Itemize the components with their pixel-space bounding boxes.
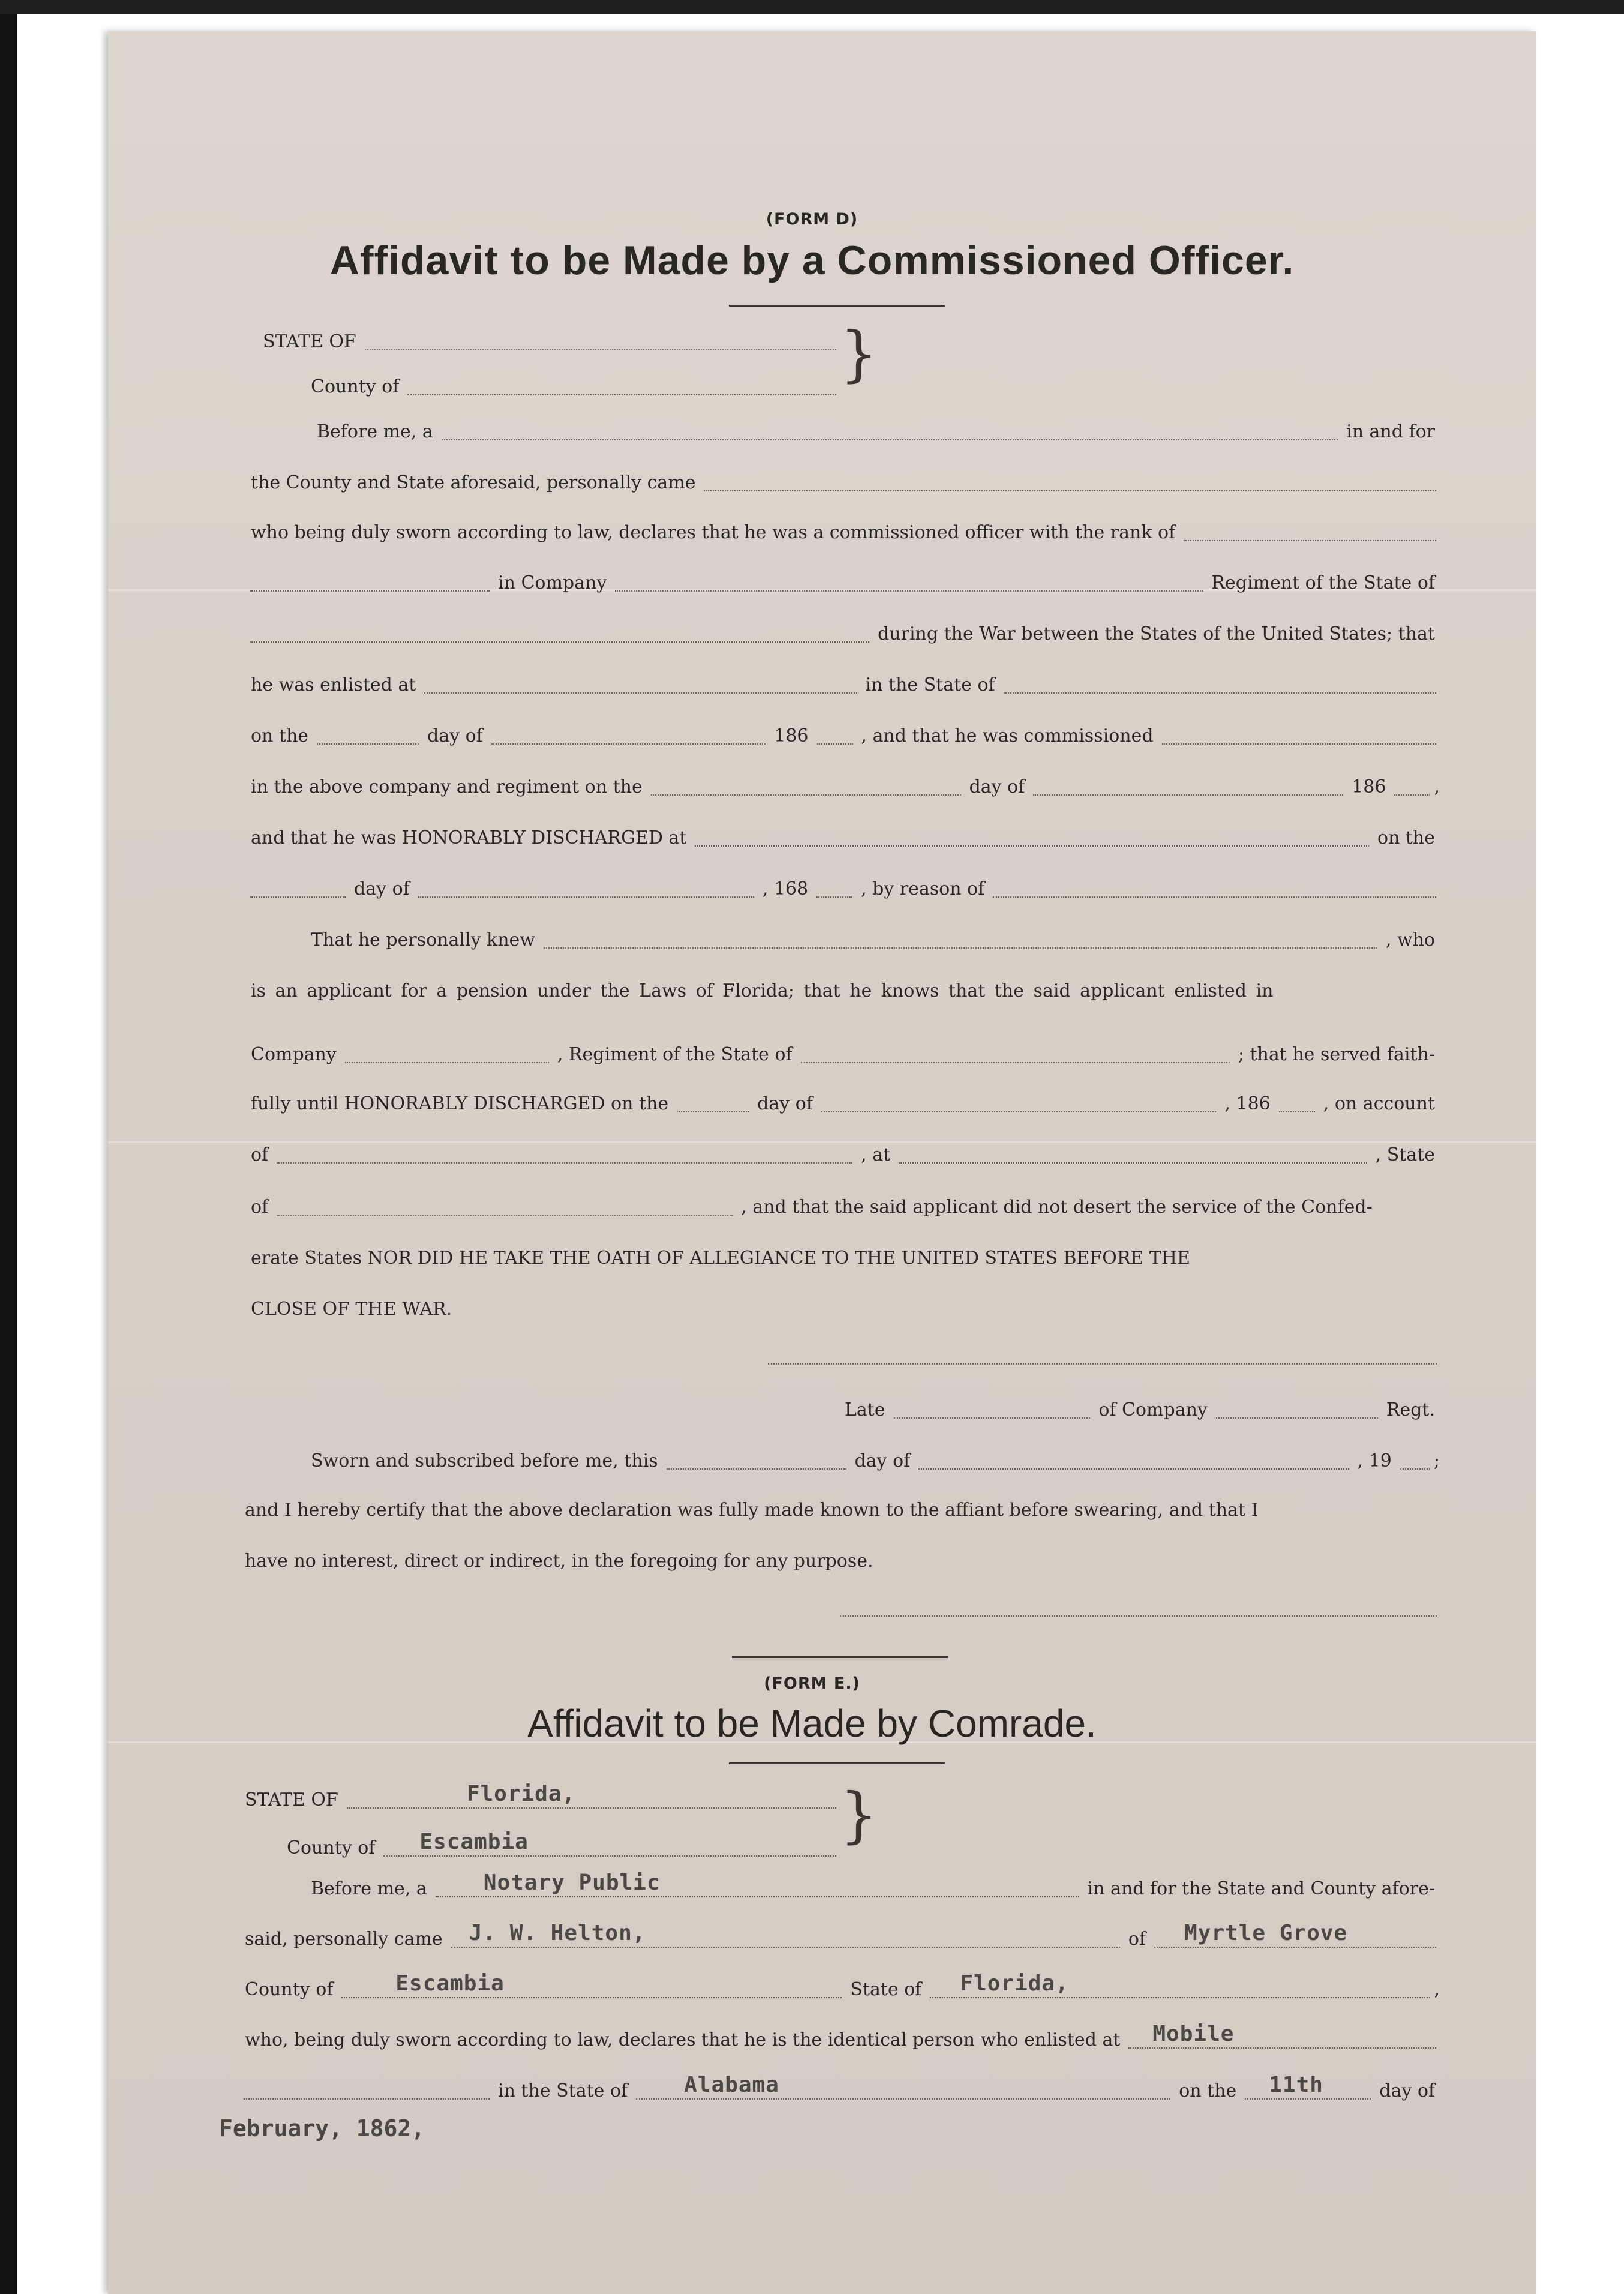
blank-officer[interactable] [442,420,1338,440]
form-d-line-13: That he personally knew , who [311,929,1435,950]
blank-state-regiment[interactable] [250,622,869,643]
form-d-line-11: and that he was HONORABLY DISCHARGED at on the [251,827,1435,848]
blank-state[interactable] [365,330,836,350]
form-d-line-12: day of , 168 , by reason of [246,877,1440,901]
blank-sworn-year[interactable] [1400,1449,1430,1470]
form-d-line-4: the County and State aforesaid, personally came [246,471,1440,495]
form-d-line-7: during the War between the States of the United States; that [246,622,1440,646]
form-d-line-22: Sworn and subscribed before me, this day of , 19 ; [311,1450,1440,1471]
form-d-line-23: and I hereby certify that the above declaration was fully made known to the affiant before swearing, and that I [245,1500,1259,1521]
field-enlisted-cont[interactable] [244,2079,490,2100]
form-d-line-20: CLOSE OF THE WAR. [251,1299,452,1320]
blank-comm-month[interactable] [1033,775,1343,796]
form-d-line-8: he was enlisted at in the State of [246,673,1440,697]
form-d-line-6: in Company Regiment of the State of [246,571,1440,595]
form-d-line-county: County of [306,375,840,399]
field-of-place[interactable]: Myrtle Grove [1154,1927,1436,1948]
field-county2[interactable]: Escambia [341,1978,842,1998]
blank-reason[interactable] [993,877,1436,898]
blank-dis-month[interactable] [418,877,754,898]
blank-sworn-month[interactable] [918,1449,1349,1470]
field-enlisted-at[interactable]: Mobile [1128,2028,1436,2049]
field-state3[interactable]: Alabama [636,2079,1170,2100]
blank-dis-day[interactable] [250,877,346,898]
form-d-line-9: on the day of 186 , and that he was commissioned [246,724,1440,748]
form-d-title: Affidavit to be Made by a Commissioned Officer. [329,238,1295,283]
scan-top-border [0,0,1624,14]
blank-company[interactable] [615,571,1203,592]
field-state2[interactable]: Florida, [930,1978,1430,1998]
blank-commissioned[interactable] [1162,724,1436,745]
form-d-line-3: Before me, a in and for [317,421,1435,442]
field-county[interactable]: Escambia [383,1836,836,1857]
blank-dis-year[interactable] [816,877,852,898]
field-state[interactable]: Florida, [347,1788,836,1809]
form-d-line-state: STATE OF [258,330,840,354]
brace: } [840,319,878,389]
blank-account-of[interactable] [277,1143,852,1164]
blank-came[interactable] [704,471,1436,491]
field-came[interactable]: J. W. Helton, [451,1927,1120,1948]
form-d-line-16: fully until HONORABLY DISCHARGED on the day of , 186 , on account [251,1093,1435,1114]
form-d-line-18: of , and that the said applicant did not desert the service of the Confed- [251,1197,1373,1218]
blank-late-company[interactable] [1216,1398,1378,1419]
scan-left-border [0,14,17,2294]
blank-app-state[interactable] [801,1043,1230,1063]
form-e-top-rule [732,1656,948,1658]
blank-app-year[interactable] [1279,1092,1315,1112]
blank-late[interactable] [894,1398,1091,1419]
blank-knew[interactable] [544,928,1377,949]
form-d-line-19: erate States NOR DID HE TAKE THE OATH OF ALLEGIANCE TO THE UNITED STATES BEFORE THE [251,1248,1190,1269]
form-e-line-4: said, personally came J. W. Helton, of Myrtle Grove [240,1927,1440,1951]
signature-line[interactable] [768,1362,1437,1365]
form-e-title-rule [729,1762,945,1764]
blank-of-state[interactable] [277,1195,733,1216]
blank-discharged-at[interactable] [695,826,1369,847]
blank-comm-day[interactable] [651,775,961,796]
field-officer[interactable]: Notary Public [436,1877,1079,1897]
blank-enlisted-state[interactable] [1004,673,1436,694]
notary-signature-line[interactable] [840,1614,1437,1617]
blank-app-month[interactable] [821,1092,1217,1112]
blank-at[interactable] [899,1143,1367,1164]
typed-date: February, 1862, [219,2115,425,2142]
blank-day[interactable] [317,724,419,745]
form-d-line-5: who being duly sworn according to law, declares that he was a commissioned officer with the rank of [246,521,1440,545]
form-e-line-7: in the State of Alabama on the 11th day of [240,2079,1440,2103]
form-d-line-17: of , at , State [251,1144,1435,1165]
form-d-line-21: Late of Company Regt. [845,1399,1435,1420]
form-d-label: (FORM D) [766,210,858,229]
form-d-line-14: is an applicant for a pension under the Laws of Florida; that he knows that the said applicant enlisted in [251,980,1274,1001]
form-e-title: Affidavit to be Made by Comrade. [527,1702,1097,1745]
blank-app-company[interactable] [345,1043,549,1063]
blank-month[interactable] [491,724,766,745]
blank-rank[interactable] [1184,521,1436,541]
form-d-line-15: Company , Regiment of the State of ; that he served faith- [251,1044,1435,1065]
form-e-line-6: who, being duly sworn according to law, declares that he is the identical person who enlisted at Mobile [240,2028,1440,2052]
blank-year[interactable] [817,724,853,745]
field-day[interactable]: 11th [1245,2079,1371,2100]
blank-comm-year[interactable] [1394,775,1430,796]
form-e-label: (FORM E.) [764,1674,860,1693]
form-e-line-5: County of Escambia State of Florida, , [245,1971,1440,2000]
form-e-line-county: County of Escambia [282,1836,840,1860]
blank-enlisted-at[interactable] [424,673,857,694]
form-d-line-10: in the above company and regiment on the day of 186 , [251,776,1440,797]
blank-county[interactable] [407,375,836,395]
form-d-line-24: have no interest, direct or indirect, in the foregoing for any purpose. [245,1551,873,1572]
form-e-line-3: Before me, a Notary Public in and for the State and County afore- [311,1870,1435,1899]
form-e-line-state: STATE OF Florida, [240,1788,840,1812]
title-rule [729,305,945,307]
brace: } [840,1780,878,1850]
blank-sworn-day[interactable] [667,1449,846,1470]
blank-rank-cont[interactable] [250,571,490,592]
blank-app-day[interactable] [677,1092,749,1112]
